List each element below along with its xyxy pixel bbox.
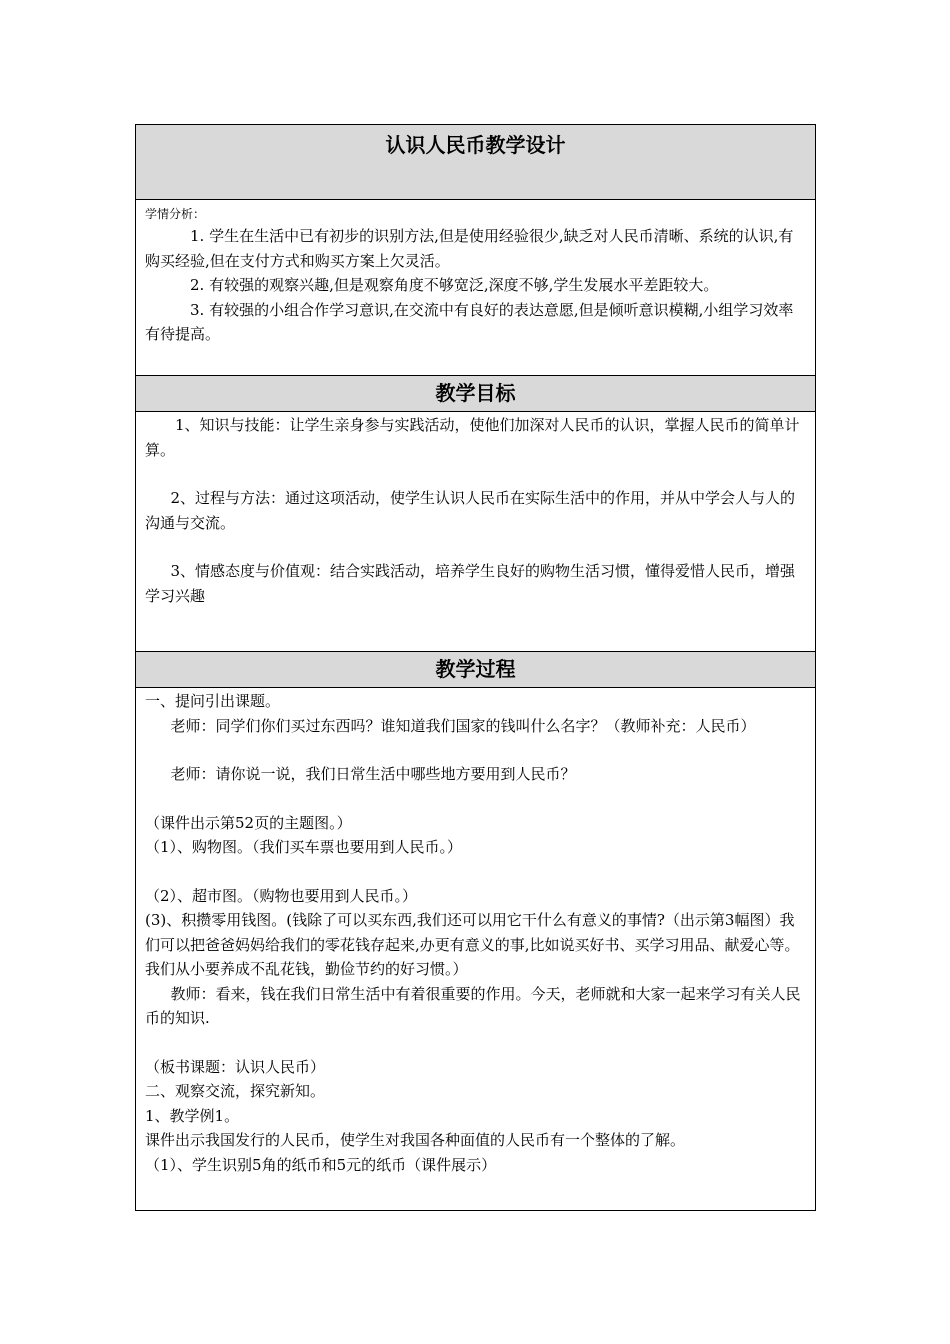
process-line: （1）、学生识别5角的纸币和5元的纸币（课件展示） [145, 1155, 497, 1174]
analysis-item: 3. 有较强的小组合作学习意识,在交流中有良好的表达意愿,但是倾听意识模糊,小组学习效率有待提高。 [145, 300, 794, 343]
goal-item: 3、情感态度与价值观：结合实践活动，培养学生良好的购物生活习惯，懂得爱惜人民币，增强学习兴趣 [145, 562, 796, 605]
lesson-plan-table [135, 124, 816, 1211]
process-line: 老师：请你说一说，我们日常生活中哪些地方要用到人民币？ [170, 765, 576, 783]
process-line: （1）、购物图。（我们买车票也要用到人民币。） [145, 838, 463, 856]
goal-item: 2、过程与方法：通过这项活动，使学生认识人民币在实际生活中的作用，并从中学会人与人的沟通与交流。 [145, 489, 796, 532]
process-line: 课件出示我国发行的人民币，使学生对我国各种面值的人民币有一个整体的了解。 [145, 1131, 686, 1149]
process-heading: 教学过程 [435, 657, 516, 681]
process-line: （课件出示第52页的主题图。） [145, 813, 352, 832]
title-row [136, 125, 815, 200]
analysis-label: 学情分析： [145, 207, 206, 221]
goal-item: 1、知识与技能：让学生亲身参与实践活动，使他们加深对人民币的认识，掌握人民币的简单计算。 [145, 416, 800, 459]
process-line: (3)、积攒零用钱图。(钱除了可以买东西,我们还可以用它干什么有意义的事情?（出示第3幅图）我们可以把爸爸妈妈给我们的零花钱存起来,办更有意义的事,比如说买好书、买学习用品、献爱心等。我们从小要养成不乱花钱，勤俭节约的好习惯。） [145, 911, 800, 978]
goals-cell [136, 412, 815, 651]
analysis-item: 1. 学生在生活中已有初步的识别方法,但是使用经验很少,缺乏对人民币清晰、系统的认识,有购买经验,但在支付方式和购买方案上欠灵活。 [145, 227, 794, 270]
process-line: 一、提问引出课题。 [145, 692, 281, 710]
process-line: （2）、超市图。（购物也要用到人民币。） [145, 886, 418, 905]
process-line: 1、教学例1。 [145, 1106, 240, 1125]
analysis-cell [136, 200, 815, 375]
analysis-item: 2. 有较强的观察兴趣,但是观察角度不够宽泛,深度不够,学生发展水平差距较大。 [190, 276, 719, 294]
goals-heading-row [136, 375, 815, 412]
page-title: 认识人民币教学设计 [385, 133, 566, 157]
process-line: 二、观察交流，探究新知。 [145, 1082, 326, 1100]
process-line: （板书课题：认识人民币） [145, 1057, 326, 1076]
process-cell [136, 688, 815, 1210]
process-line: 教师：看来，钱在我们日常生活中有着很重要的作用。今天，老师就和大家一起来学习有关人民币的知识. [145, 984, 801, 1027]
goals-heading: 教学目标 [435, 381, 516, 405]
process-line: 老师：同学们你们买过东西吗？谁知道我们国家的钱叫什么名字？（教师补充：人民币） [170, 716, 756, 735]
process-heading-row [136, 651, 815, 688]
